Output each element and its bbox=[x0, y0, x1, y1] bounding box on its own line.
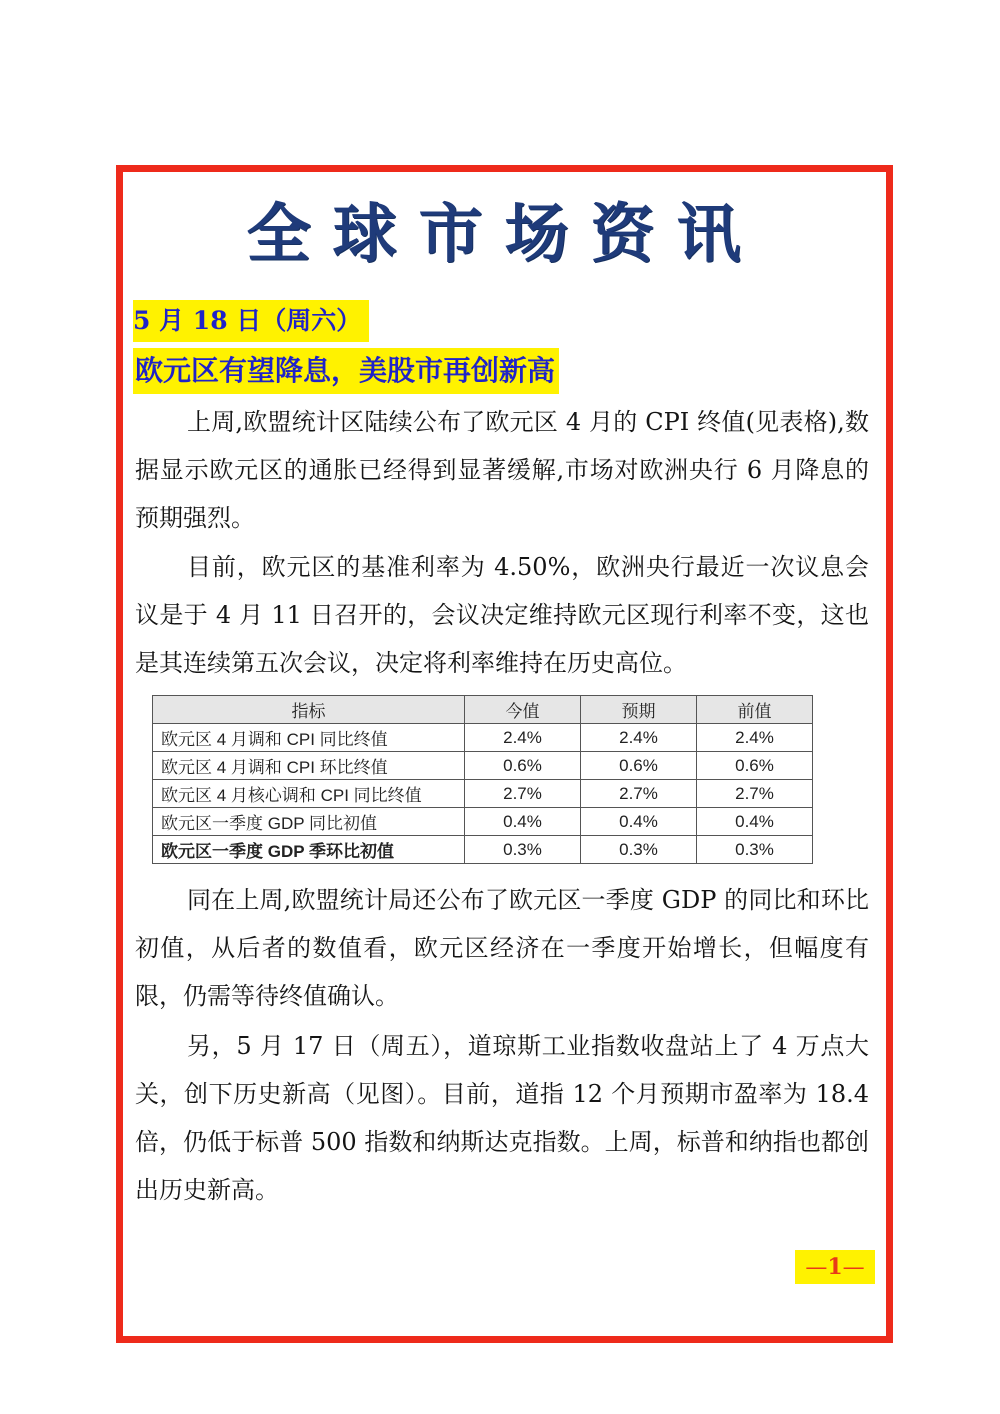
page-number bbox=[795, 1250, 875, 1284]
table-header-row bbox=[153, 696, 813, 724]
table-cell-previous: 0.3% bbox=[697, 836, 813, 864]
table-cell-expected: 0.6% bbox=[581, 752, 697, 780]
table-cell-indicator: 欧元区一季度 GDP 季环比初值 bbox=[153, 836, 465, 864]
table-cell-indicator: 欧元区一季度 GDP 同比初值 bbox=[153, 808, 465, 836]
table-cell-current: 2.4% bbox=[465, 724, 581, 752]
cpi-gdp-table bbox=[152, 695, 813, 864]
paragraph-4: 另，5 月 17 日（周五），道琼斯工业指数收盘站上了 4 万点大关，创下历史新高（见图）。目前，道指 12 个月预期市盈率为 18.4 倍，仍低于标普 500 指数和纳斯达克指数。上周，标普和纳指也都创出历史新高。 bbox=[135, 1032, 869, 1204]
page-number-dash-left: — bbox=[805, 1255, 828, 1280]
table-header-indicator: 指标 bbox=[153, 696, 465, 724]
table-cell-indicator: 欧元区 4 月调和 CPI 环比终值 bbox=[153, 752, 465, 780]
paragraph-2: 目前，欧元区的基准利率为 4.50%，欧洲央行最近一次议息会议是于 4 月 11 日召开的，会议决定维持欧元区现行利率不变，这也是其连续第五次会议，决定将利率维持在历史高位。 bbox=[135, 553, 869, 677]
table-cell-current: 0.4% bbox=[465, 808, 581, 836]
table-cell-previous: 0.4% bbox=[697, 808, 813, 836]
table-cell-previous: 2.7% bbox=[697, 780, 813, 808]
table-cell-indicator: 欧元区 4 月调和 CPI 同比终值 bbox=[153, 724, 465, 752]
table-row bbox=[153, 836, 813, 864]
table-cell-indicator: 欧元区 4 月核心调和 CPI 同比终值 bbox=[153, 780, 465, 808]
page-number-value: 1 bbox=[827, 1254, 843, 1280]
table-cell-expected: 2.7% bbox=[581, 780, 697, 808]
table-row bbox=[153, 780, 813, 808]
table-row bbox=[153, 808, 813, 836]
table-cell-expected: 0.4% bbox=[581, 808, 697, 836]
table-cell-current: 0.6% bbox=[465, 752, 581, 780]
table-cell-previous: 2.4% bbox=[697, 724, 813, 752]
table-header-previous: 前值 bbox=[697, 696, 813, 724]
table-cell-current: 2.7% bbox=[465, 780, 581, 808]
paragraph-1: 上周,欧盟统计区陆续公布了欧元区 4 月的 CPI 终值(见表格),数据显示欧元区的通胀已经得到显著缓解,市场对欧洲央行 6 月降息的预期强烈。 bbox=[135, 408, 869, 532]
table-cell-previous: 0.6% bbox=[697, 752, 813, 780]
table-row bbox=[153, 752, 813, 780]
table-header-expected: 预期 bbox=[581, 696, 697, 724]
table-cell-expected: 2.4% bbox=[581, 724, 697, 752]
table-row bbox=[153, 724, 813, 752]
article-date: 5 月 18 日（周六） bbox=[133, 300, 369, 342]
article-headline: 欧元区有望降息，美股市再创新高 bbox=[133, 348, 559, 394]
page-number-dash-right: — bbox=[842, 1255, 865, 1280]
table-cell-current: 0.3% bbox=[465, 836, 581, 864]
page-title: 全球市场资讯 bbox=[246, 197, 763, 272]
table-cell-expected: 0.3% bbox=[581, 836, 697, 864]
paragraph-3: 同在上周,欧盟统计局还公布了欧元区一季度 GDP 的同比和环比初值，从后者的数值看，欧元区经济在一季度开始增长，但幅度有限，仍需等待终值确认。 bbox=[135, 886, 869, 1010]
table-header-current: 今值 bbox=[465, 696, 581, 724]
